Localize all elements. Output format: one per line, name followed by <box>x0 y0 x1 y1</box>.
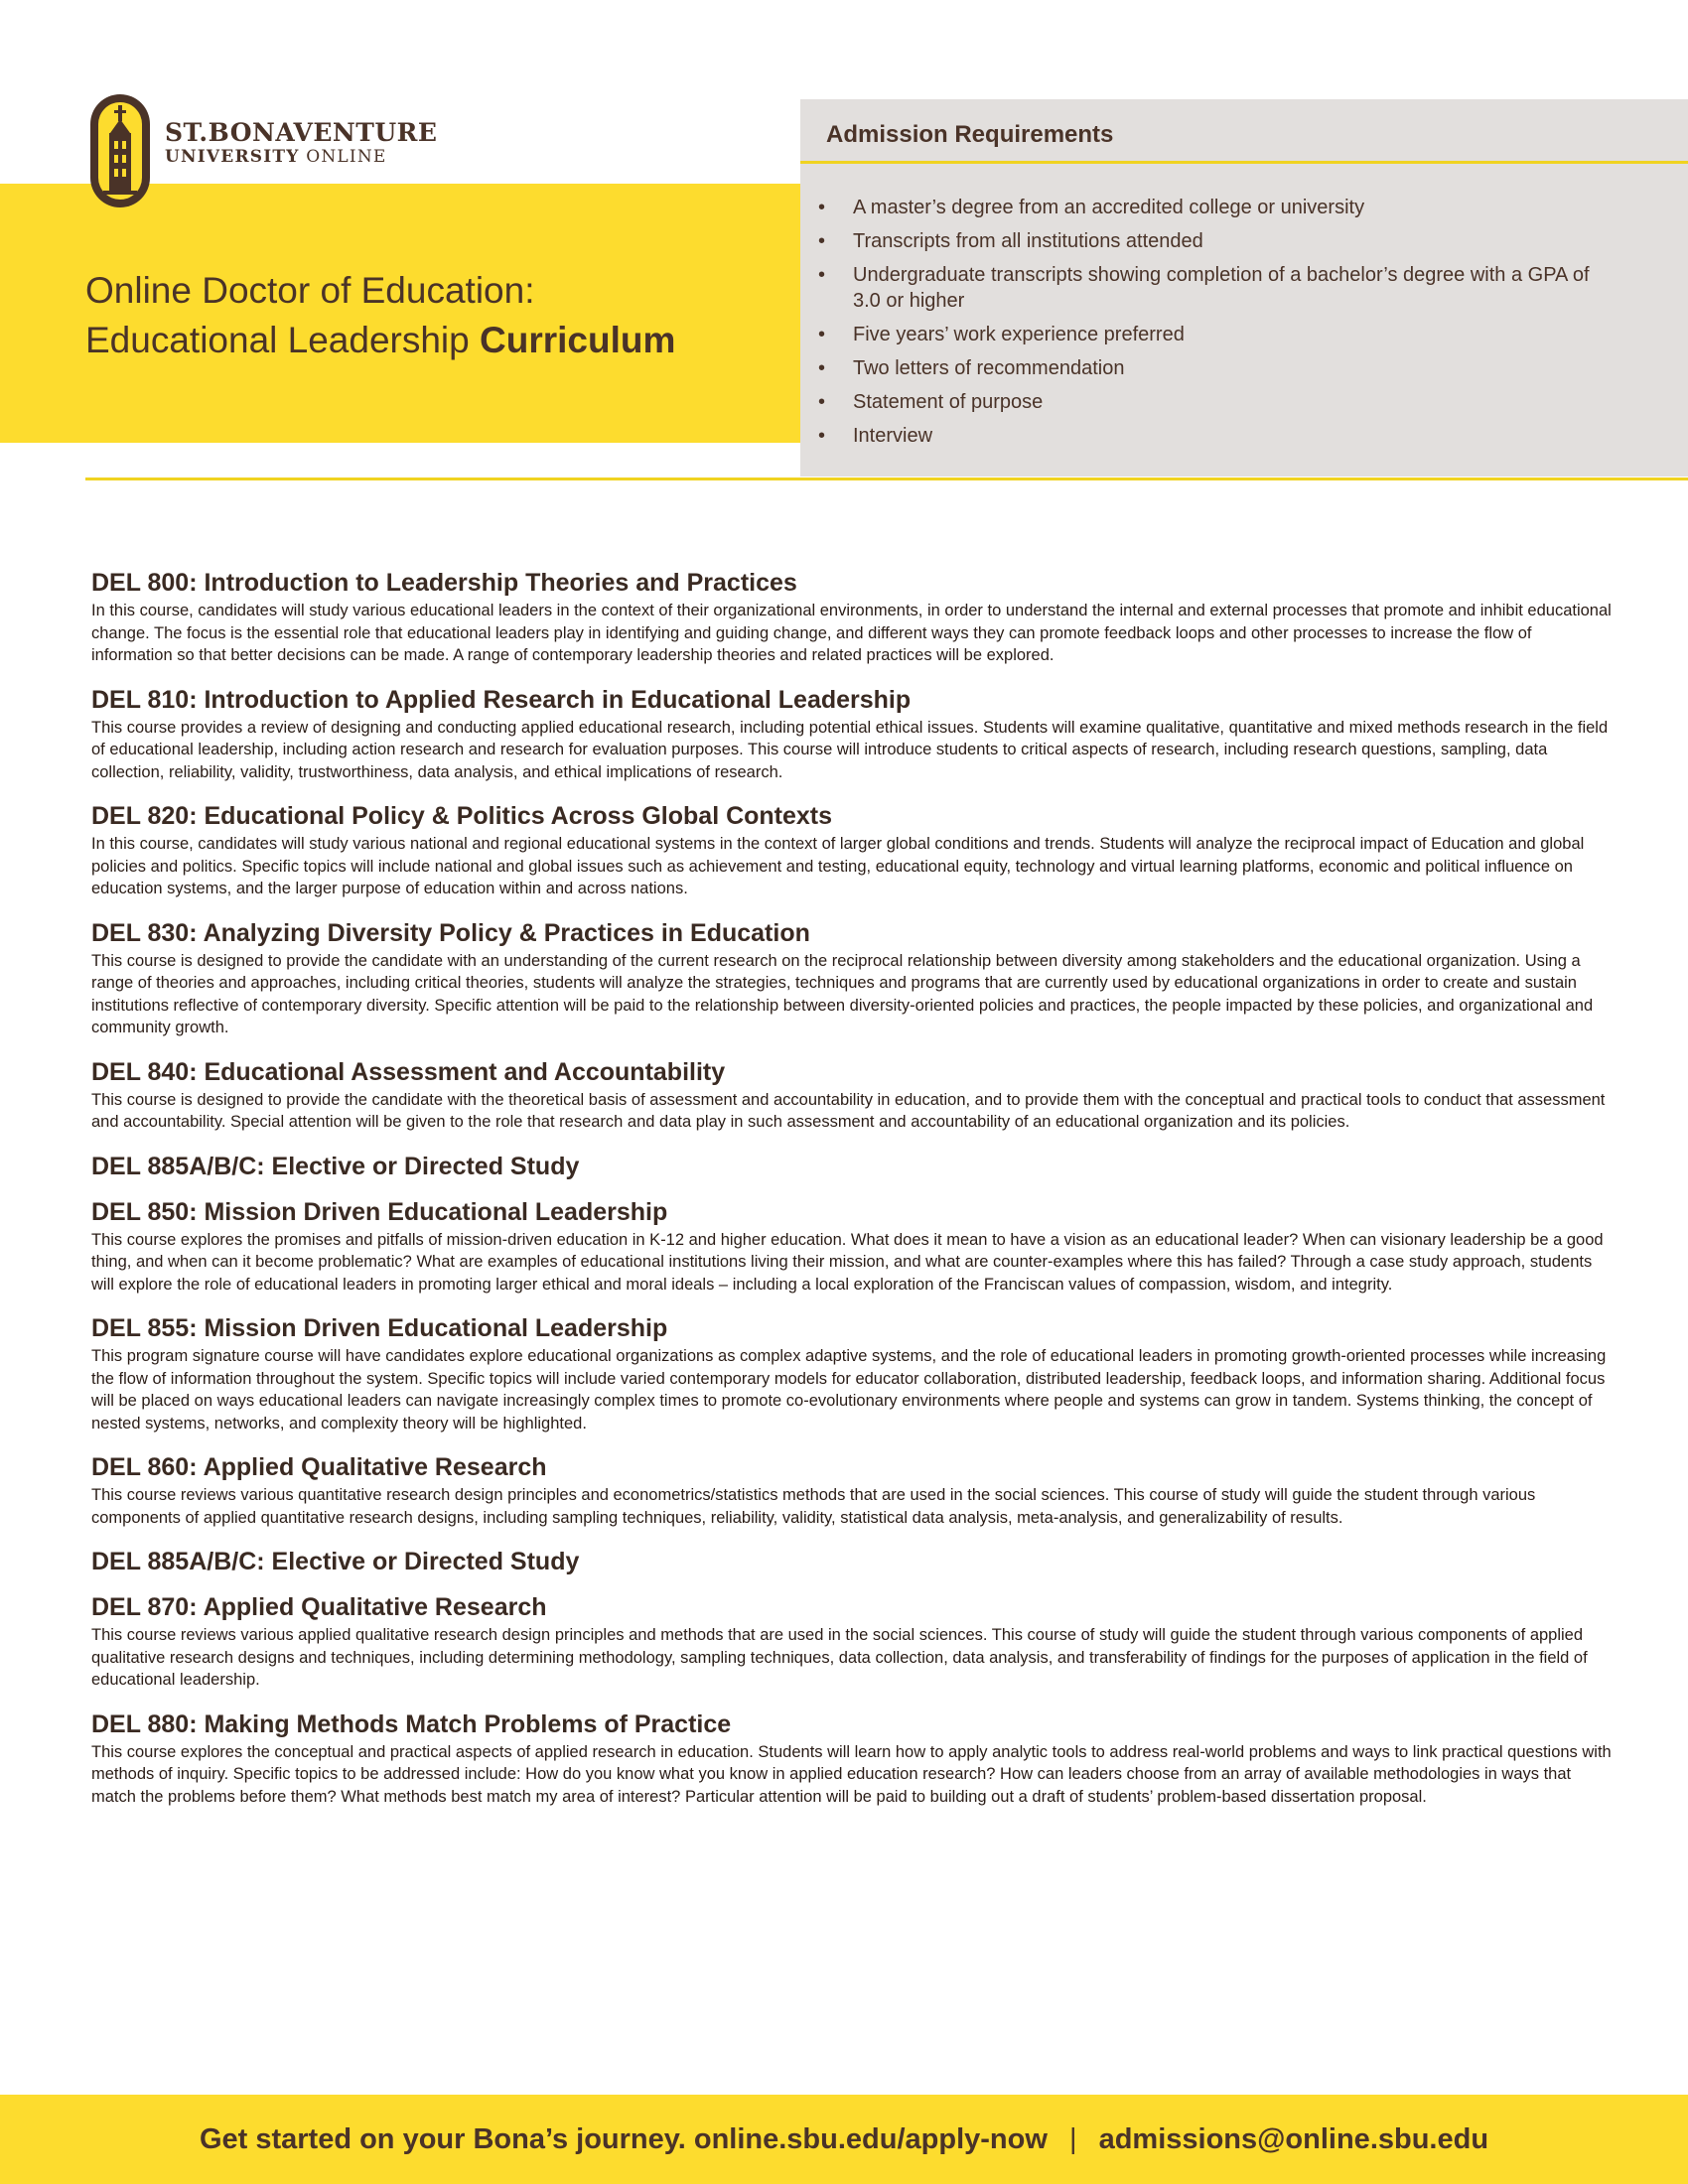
page-title <box>85 266 675 365</box>
footer-apply-link[interactable]: online.sbu.edu/apply-now <box>693 2122 1048 2155</box>
course-heading <box>91 683 1616 717</box>
course-block <box>91 1311 1616 1434</box>
course-code: DEL 830: <box>91 918 198 947</box>
university-logo[interactable] <box>87 91 445 210</box>
course-heading <box>91 1055 1616 1089</box>
course-block <box>91 1055 1616 1134</box>
course-heading <box>91 566 1616 600</box>
course-description: This course is designed to provide the candidate with an understanding of the current research on the reciprocal relationship between diversity among stakeholders and the educational organization. Using a range of theories and approaches, including critical theories, students will analyze the strategies, techniques and programs that are currently used by educational organizations in order to create and sustain institutions reflective of contemporary diversity. Specific attention will be paid to the relationship between diversity-oriented policies and practices, the people impacted by these policies, and organizational and community growth. <box>91 951 1594 1036</box>
course-code: DEL 880: <box>91 1709 198 1738</box>
course-title: Making Methods Match Problems of Practice <box>204 1709 732 1738</box>
footer-tagline: Get started on your Bona’s journey. <box>199 2122 686 2155</box>
course-description: This course explores the conceptual and practical aspects of applied research in education. Students will learn how to apply analytic tools to address real-world problems and ways to link practical questions with methods of inquiry. Specific topics to be addressed include: How do you know what you know in applied education research? How can leaders choose from an array of available methodologies in ways that match the problems before them? What methods best match my area of interest? Particular attention will be paid to building out a draft of students’ problem-based dissertation proposal. <box>91 1742 1612 1806</box>
logo-university-word: UNIVERSITY <box>165 147 300 167</box>
admission-heading: Admission Requirements <box>826 121 1114 148</box>
course-heading <box>91 1707 1616 1741</box>
logo-online-word: ONLINE <box>306 147 387 167</box>
course-title: Applied Qualitative Research <box>203 1593 547 1621</box>
course-description: This course reviews various quantitative research design principles and econometrics/statistics methods that are used in the social sciences. This course of study will guide the student through various components of applied quantitative research designs, including sampling techniques, reliability, validity, statistical data analysis, meta-analysis, and generalizability of results. <box>91 1486 1536 1527</box>
admission-requirements-list <box>818 195 1613 457</box>
course-block <box>91 1450 1616 1529</box>
course-title: Educational Policy & Politics Across Global Contexts <box>204 802 833 830</box>
course-heading <box>91 799 1616 833</box>
course-code: DEL 820: <box>91 802 198 830</box>
course-description: In this course, candidates will study various educational leaders in the context of their organizational environments, in order to understand the internal and external processes that promote and inhibit educational change. The focus is the essential role that educational leaders play in identifying and guiding change, and different ways they can promote feedback loops and other processes to increase the flow of information so that better decisions can be made. A range of contemporary leadership theories and related practices will be explored. <box>91 602 1612 664</box>
footer-separator: | <box>1068 2122 1077 2155</box>
course-block <box>91 1590 1616 1692</box>
course-code: DEL 860: <box>91 1453 198 1481</box>
course-heading <box>91 1150 1616 1183</box>
admission-requirement-item: • Transcripts from all institutions attended <box>818 228 1613 254</box>
course-code: DEL 870: <box>91 1593 198 1621</box>
course-title: Mission Driven Educational Leadership <box>204 1197 668 1226</box>
course-block <box>91 1545 1616 1578</box>
course-description: This program signature course will have candidates explore educational organizations as complex adaptive systems, and the role of educational leaders in promoting growth-oriented processes while increasing the flow of information throughout the system. Specific topics will include varied contemporary models for educator collaboration, distributed leadership, feedback loops, and information sharing. Additional focus will be placed on ways educational leaders can navigate increasingly complex times to promote co-evolutionary environments where people and systems can grow in tandem. Systems thinking, the concept of nested systems, networks, and complexity theory will be highlighted. <box>91 1347 1607 1433</box>
admission-requirement-item: • Two letters of recommendation <box>818 355 1613 381</box>
logo-wordmark <box>165 119 437 167</box>
tower-emblem-icon <box>87 91 153 210</box>
page-title-line1: Online Doctor of Education: <box>85 270 535 311</box>
course-description: This course provides a review of designing and conducting applied educational research, including potential ethical issues. Students will examine qualitative, quantitative and mixed methods research in the field of educational leadership, including action research and research for evaluation purposes. This course will introduce students to critical aspects of research, including research questions, sampling, data collection, reliability, validity, trustworthiness, data analysis, and ethical implications of research. <box>91 718 1609 781</box>
course-code: DEL 885A/B/C: <box>91 1152 265 1180</box>
admission-requirement-item: • Undergraduate transcripts showing completion of a bachelor’s degree with a GPA of 3.0 or higher <box>818 262 1613 314</box>
course-title: Elective or Directed Study <box>271 1548 580 1575</box>
course-list <box>91 566 1616 1824</box>
course-heading <box>91 916 1616 950</box>
course-heading <box>91 1590 1616 1624</box>
course-title: Analyzing Diversity Policy & Practices in Education <box>203 918 810 947</box>
course-title: Introduction to Applied Research in Educational Leadership <box>204 685 912 714</box>
course-description: This course explores the promises and pitfalls of mission-driven education in K-12 and higher education. What does it mean to have a vision as an educational leader? When can visionary leadership be a good thing, and when can it become problematic? What are examples of educational institutions living their mission, and what are counter-examples where this has failed? Through a case study approach, students will explore the role of educational leaders in promoting larger ethical and moral ideals – including a local exploration of the Franciscan values of compassion, wisdom, and integrity. <box>91 1230 1604 1294</box>
course-heading <box>91 1450 1616 1484</box>
admission-divider <box>800 161 1688 164</box>
course-heading <box>91 1311 1616 1345</box>
logo-university-name: ST.BONAVENTURE <box>165 118 438 147</box>
course-code: DEL 800: <box>91 569 198 597</box>
logo-subline <box>165 147 437 167</box>
course-description: This course reviews various applied qualitative research design principles and methods that are used in the social sciences. This course of study will guide the student through various components of applied qualitative research designs and techniques, including determining methodology, sampling techniques, data collection, data analysis, and transferability of findings for the purposes of application in the field of educational leadership. <box>91 1626 1588 1689</box>
course-block <box>91 799 1616 900</box>
course-title: Introduction to Leadership Theories and Practices <box>204 569 797 597</box>
course-code: DEL 810: <box>91 685 198 714</box>
course-description: In this course, candidates will study various national and regional educational systems in the context of larger global conditions and trends. Students will analyze the reciprocal impact of Education and global policies and politics. Specific topics will include national and global issues such as achievement and testing, educational equity, technology and virtual learning platforms, economic and political influence on education systems, and the larger purpose of education within and across nations. <box>91 835 1585 897</box>
footer-bar <box>0 2095 1688 2184</box>
admission-requirement-item: • Five years’ work experience preferred <box>818 322 1613 347</box>
course-title: Elective or Directed Study <box>271 1152 580 1180</box>
page-title-line2: Educational Leadership <box>85 320 470 360</box>
course-heading <box>91 1545 1616 1578</box>
course-title: Mission Driven Educational Leadership <box>204 1314 668 1342</box>
footer-cta <box>200 2123 1488 2156</box>
course-code: DEL 885A/B/C: <box>91 1548 265 1575</box>
course-block <box>91 1707 1616 1809</box>
course-block <box>91 1195 1616 1297</box>
footer-email-link[interactable]: admissions@online.sbu.edu <box>1098 2122 1489 2155</box>
course-code: DEL 850: <box>91 1197 198 1226</box>
course-block <box>91 1150 1616 1183</box>
course-title: Applied Qualitative Research <box>203 1453 547 1481</box>
course-code: DEL 840: <box>91 1057 198 1086</box>
admission-requirement-item: • Statement of purpose <box>818 389 1613 415</box>
admission-requirement-item: • A master’s degree from an accredited college or university <box>818 195 1613 220</box>
header-divider <box>85 478 1688 480</box>
page-title-emphasis: Curriculum <box>480 320 676 360</box>
admission-requirement-item: • Interview <box>818 423 1613 449</box>
course-heading <box>91 1195 1616 1229</box>
course-block <box>91 916 1616 1039</box>
course-block <box>91 566 1616 667</box>
course-title: Educational Assessment and Accountability <box>204 1057 726 1086</box>
course-code: DEL 855: <box>91 1314 198 1342</box>
course-description: This course is designed to provide the candidate with the theoretical basis of assessment and accountability in education, and to provide them with the conceptual and practical tools to conduct that assessment and accountability. Special attention will be given to the role that research and data play in such assessment and accountability of an educational organization and its policies. <box>91 1090 1606 1131</box>
course-block <box>91 683 1616 784</box>
